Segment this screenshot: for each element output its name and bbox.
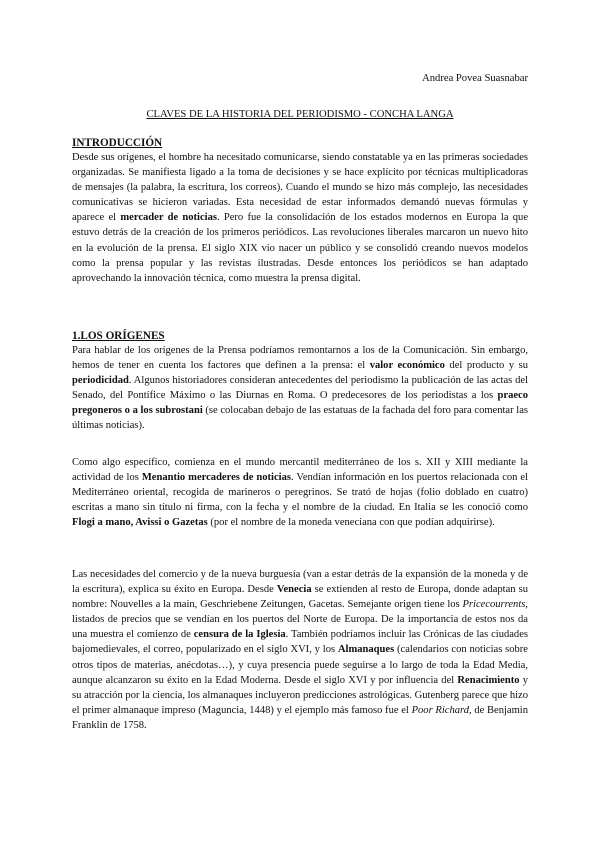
italic-term: Pricecourrents <box>462 599 526 611</box>
paragraph-block <box>72 567 528 733</box>
bold-term: mercader de noticias <box>120 212 217 224</box>
text-run: Desde sus orígenes, el hombre ha necesitado comunicarse, siendo constatable ya en las primeras sociedades organizadas. Se manifiesta ligado a la toma de decisiones y se hace explícito por técnicas multiplicadoras de mensajes (la palabra, la escritura, los correos). Cuando el mundo se hizo más complejo, las necesidades comunicativas se hicieron variadas. Esta necesidad de estar informados demandó nuevas fórmulas y aparece el <box>72 152 528 224</box>
section-heading: INTRODUCCIÓN <box>72 137 163 149</box>
italic-term: Poor Richard <box>411 704 469 716</box>
text-run: del producto y su <box>444 360 529 372</box>
text-run: , de Benjamin Franklin de 1758. <box>72 704 529 731</box>
text-run: (calendarios con noticias sobre otros tipos de materias, anécdotas…), y cuya presencia puede seguirse a lo largo de toda la Edad Media, aunque alcanzaron su éxito en la Edad Moderna. Desde el siglo XVI y por influencia del <box>72 644 528 686</box>
section-origenes <box>72 329 528 434</box>
text-run: Las necesidades del comercio y de la nueva burguesía (van a estar detrás de la expansión de la moneda y de la escritura), explica su éxito en Europa. Desde <box>72 569 528 596</box>
bold-term: Venecia <box>276 584 312 596</box>
document-title: CLAVES DE LA HISTORIA DEL PERIODISMO - CONCHA LANGA <box>146 109 454 120</box>
bold-term: Menantio mercaderes de noticias <box>141 472 291 484</box>
section-heading: 1.LOS ORÍGENES <box>72 330 165 342</box>
bold-term: Renacimiento <box>457 674 520 686</box>
author-name: Andrea Povea Suasnabar <box>422 73 528 84</box>
text-run: . Algunos historiadores consideran antecedentes del periodismo la publicación de las actas del Senado, del Pontífice Máximo o las Diurnas en Roma. O predecesores de los periodistas a los <box>72 375 528 402</box>
paragraph-block <box>72 455 528 530</box>
paragraph <box>72 150 528 286</box>
bold-term: censura de la Iglesia <box>193 629 286 641</box>
bold-term: valor económico <box>369 360 445 372</box>
bold-term: Almanaques <box>337 644 395 656</box>
section-introduccion <box>72 136 528 286</box>
bold-term: praeco pregoneros o a los subrostani <box>72 390 528 417</box>
paragraph <box>72 343 528 434</box>
bold-term: Flogi a mano, Avissi o Gazetas <box>72 517 208 529</box>
text-run: se extienden al resto de Europa, donde adaptan su nombre: Nouvelles a la main, Geschriebene Zeitungen, Gacetas. Semejante origen tiene los <box>72 584 529 611</box>
text-run: y su atracción por la ciencia, los almanaques incluyeron predicciones astrológicas. Gutenberg parece que hizo el primer almanaque impreso (Maguncia, 1448) y el ejemplo más famoso fue el <box>72 674 528 716</box>
text-run: , listados de precios que se vendían en los puertos del Norte de Europa. De la importancia de estos nos da una muestra el comienzo de <box>72 599 528 641</box>
text-run: . Vendían información en los puertos relacionada con el Mediterráneo oriental, recogida de marineros o peregrinos. Se trató de hojas (folio doblado en cuatro) escritas a mano sin título ni firma, con la fecha y el nombre de la ciudad. En Italia se les conoció como <box>72 472 528 514</box>
paragraph <box>72 567 528 733</box>
text-run: Para hablar de los orígenes de la Prensa podríamos remontarnos a los de la Comunicación. Sin embargo, hemos de tener en cuenta los factores que definen a la prensa: el <box>72 345 528 372</box>
text-run: . Pero fue la consolidación de los estados modernos en Europa la que estuvo detrás de la creación de los primeros periódicos. Las revoluciones liberales marcaron un nuevo hito en la evolución de la prensa. El siglo XIX vio nacer un público y se consolidó creando nuevos modelos como la prensa popular y las revistas ilustradas. Desde entonces los periódicos se han adaptado aprovechando la innovación técnica, como muestra la prensa digital. <box>72 212 528 284</box>
text-run: . También podríamos incluir las Crónicas de las ciudades bajomedievales, el correo, popularizado en el siglo XVI, y los <box>72 629 528 656</box>
text-run: Como algo específico, comienza en el mundo mercantil mediterráneo de los s. XII y XIII mediante la actividad de los <box>72 457 528 484</box>
text-run: (por el nombre de la moneda veneciana con que podían adquirirse). <box>207 517 495 529</box>
paragraph <box>72 455 528 530</box>
text-run: (se colocaban debajo de las estatuas de la fachada del foro para comentar las últimas noticias). <box>72 405 528 432</box>
bold-term: periodicidad <box>72 375 129 387</box>
